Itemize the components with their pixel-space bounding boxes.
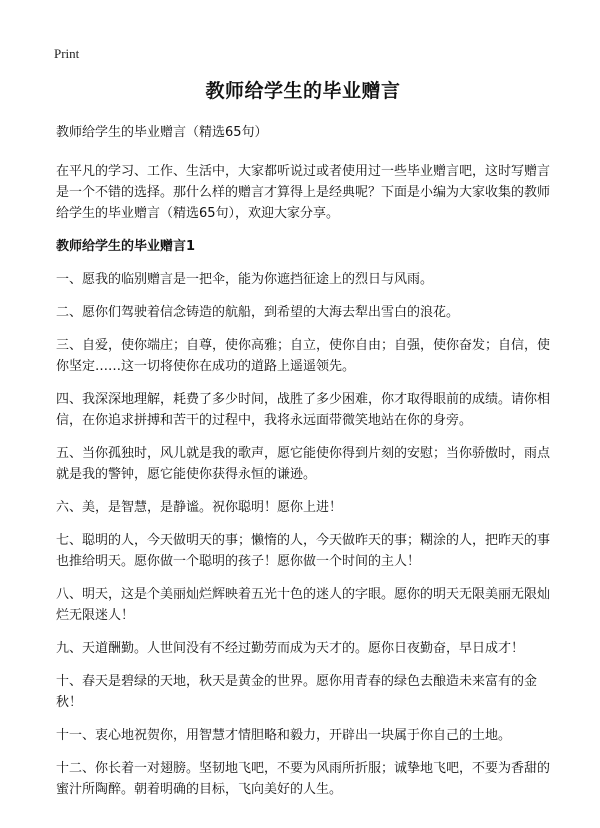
document-subtitle: 教师给学生的毕业赠言（精选65句） [56, 125, 268, 140]
document-body [56, 78, 550, 812]
quote-entry-10: 十、春天是碧绿的天地，秋天是黄金的世界。愿你用青春的绿色去酿造未来富有的金秋！ [56, 674, 538, 710]
quote-entry-9: 九、天道酬勤。人世间没有不经过勤劳而成为天才的。愿你日夜勤奋，早日成才！ [56, 641, 525, 656]
quote-entry-3: 三、自爱，使你端庄；自尊，使你高雅；自立，使你自由；自强，使你奋发；自信，使你坚定……这一切将使你在成功的道路上遥遥领先。 [56, 338, 551, 374]
section-heading: 教师给学生的毕业赠言1 [56, 239, 196, 254]
quote-entry-8: 八、明天，这是个美丽灿烂辉映着五光十色的迷人的字眼。愿你的明天无限美丽无限灿烂无限迷人！ [56, 587, 551, 623]
quote-entry-7: 七、聪明的人，今天做明天的事；懒惰的人，今天做昨天的事；糊涂的人，把昨天的事也推给明天。愿你做一个聪明的孩子！愿你做一个时间的主人！ [56, 533, 551, 569]
quote-entry-12: 十二、你长着一对翅膀。坚韧地飞吧，不要为风雨所折服；诚挚地飞吧，不要为香甜的蜜汁所陶醉。朝着明确的目标，飞向美好的人生。 [56, 761, 551, 797]
print-link[interactable]: Print [54, 46, 80, 61]
quote-entry-5: 五、当你孤独时，风儿就是我的歌声，愿它能使你得到片刻的安慰；当你骄傲时，雨点就是我的警钟，愿它能使你获得永恒的谦逊。 [56, 446, 551, 482]
intro-paragraph: 在平凡的学习、工作、生活中，大家都听说过或者使用过一些毕业赠言吧，这时写赠言是一个不错的选择。那什么样的赠言才算得上是经典呢？下面是小编为大家收集的教师给学生的毕业赠言（精选65句），欢迎大家分享。 [56, 164, 551, 221]
quote-entry-2: 二、愿你们驾驶着信念铸造的航船，到希望的大海去犁出雪白的浪花。 [56, 305, 460, 320]
page-title: 教师给学生的毕业赠言 [205, 80, 401, 102]
quote-entry-4: 四、我深深地理解，耗费了多少时间，战胜了多少困难，你才取得眼前的成绩。请你相信，在你追求拼搏和苦干的过程中，我将永远面带微笑地站在你的身旁。 [56, 392, 551, 428]
quote-entry-1: 一、愿我的临别赠言是一把伞，能为你遮挡征途上的烈日与风雨。 [56, 272, 434, 287]
quote-entry-6: 六、美，是智慧，是静谧。祝你聪明！愿你上进！ [56, 500, 343, 515]
quote-entry-11: 十一、衷心地祝贺你，用智慧才情胆略和毅力，开辟出一块属于你自己的土地。 [56, 728, 512, 743]
